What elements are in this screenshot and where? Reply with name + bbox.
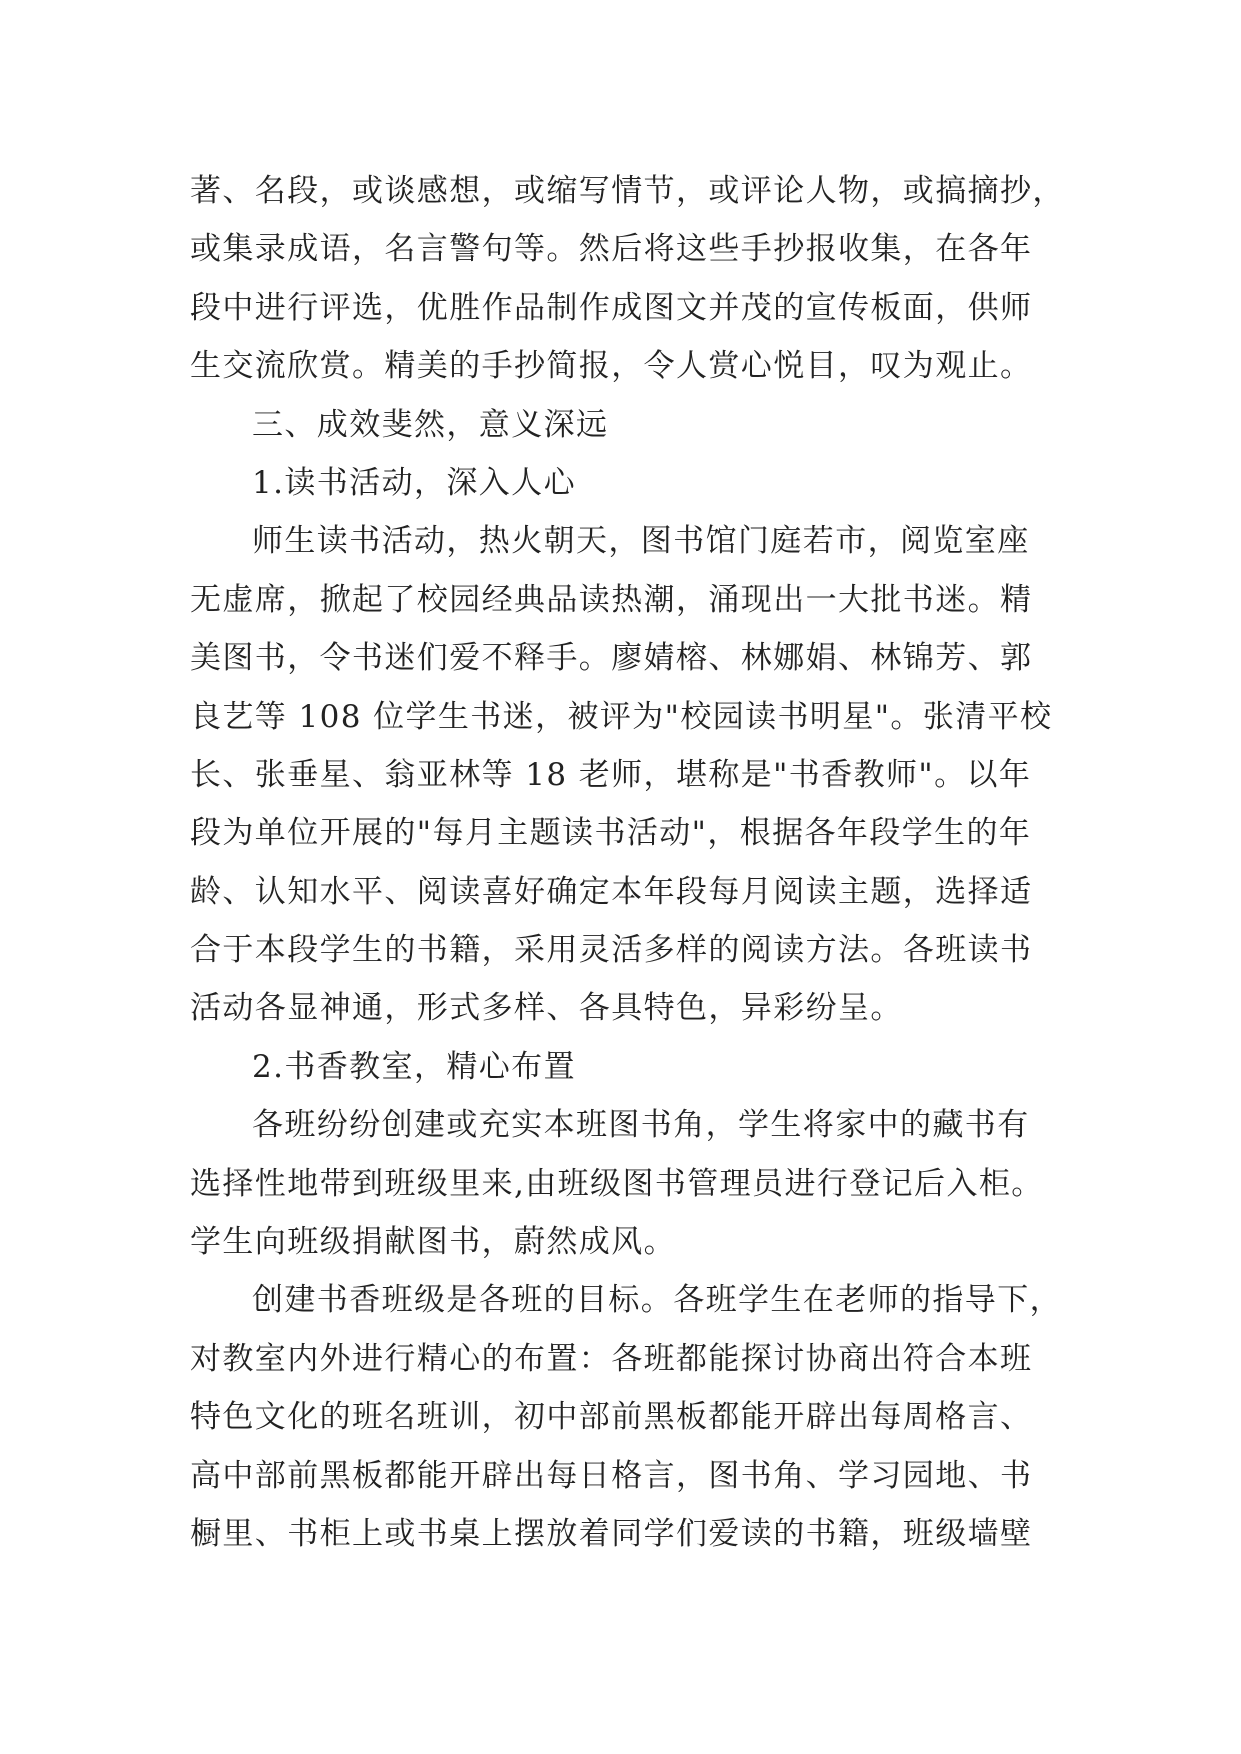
text-line: 橱里、书柜上或书桌上摆放着同学们爱读的书籍，班级墙壁 <box>190 1515 1033 1552</box>
text-line: 或集录成语，名言警句等。然后将这些手抄报收集，在各年 <box>190 231 1033 268</box>
text-line: 龄、认知水平、阅读喜好确定本年段每月阅读主题，选择适 <box>190 873 1033 910</box>
text-line: 创建书香班级是各班的目标。各班学生在老师的指导下， <box>252 1282 1062 1319</box>
text-line: 段为单位开展的"每月主题读书活动"，根据各年段学生的年 <box>190 815 1032 852</box>
text-line: 对教室内外进行精心的布置：各班都能探讨协商出符合本班 <box>190 1340 1033 1377</box>
document-body <box>190 162 1070 1563</box>
text-line: 著、名段，或谈感想，或缩写情节，或评论人物，或搞摘抄， <box>190 173 1065 209</box>
text-line: 长、张垂星、翁亚林等 18 老师，堪称是"书香教师"。以年 <box>190 756 1032 793</box>
text-line: 高中部前黑板都能开辟出每日格言，图书角、学习园地、书 <box>190 1457 1033 1494</box>
text-line: 选择性地带到班级里来,由班级图书管理员进行登记后入柜。 <box>190 1165 1044 1202</box>
text-line: 特色文化的班名班训，初中部前黑板都能开辟出每周格言、 <box>190 1399 1033 1436</box>
text-line: 学生向班级捐献图书，蔚然成风。 <box>190 1224 676 1261</box>
text-line: 美图书，令书迷们爱不释手。廖婧榕、林娜娟、林锦芳、郭 <box>190 640 1033 677</box>
text-line: 活动各显神通，形式多样、各具特色，异彩纷呈。 <box>190 990 903 1027</box>
text-line: 段中进行评选，优胜作品制作成图文并茂的宣传板面，供师 <box>190 289 1033 326</box>
text-line: 无虚席，掀起了校园经典品读热潮，涌现出一大批书迷。精 <box>190 581 1033 618</box>
text-line: 师生读书活动，热火朝天，图书馆门庭若市，阅览室座 <box>252 523 1030 560</box>
subsection-heading: 2.书香教室，精心布置 <box>252 1048 576 1085</box>
text-line: 良艺等 108 位学生书迷，被评为"校园读书明星"。张清平校 <box>190 698 1053 735</box>
subsection-heading: 1.读书活动，深入人心 <box>252 464 576 501</box>
text-line: 生交流欣赏。精美的手抄简报，令人赏心悦目，叹为观止。 <box>190 348 1033 385</box>
text-line: 各班纷纷创建或充实本班图书角，学生将家中的藏书有 <box>252 1107 1030 1144</box>
text-line: 合于本段学生的书籍，采用灵活多样的阅读方法。各班读书 <box>190 932 1033 969</box>
section-heading: 三、成效斐然，意义深远 <box>252 406 609 443</box>
